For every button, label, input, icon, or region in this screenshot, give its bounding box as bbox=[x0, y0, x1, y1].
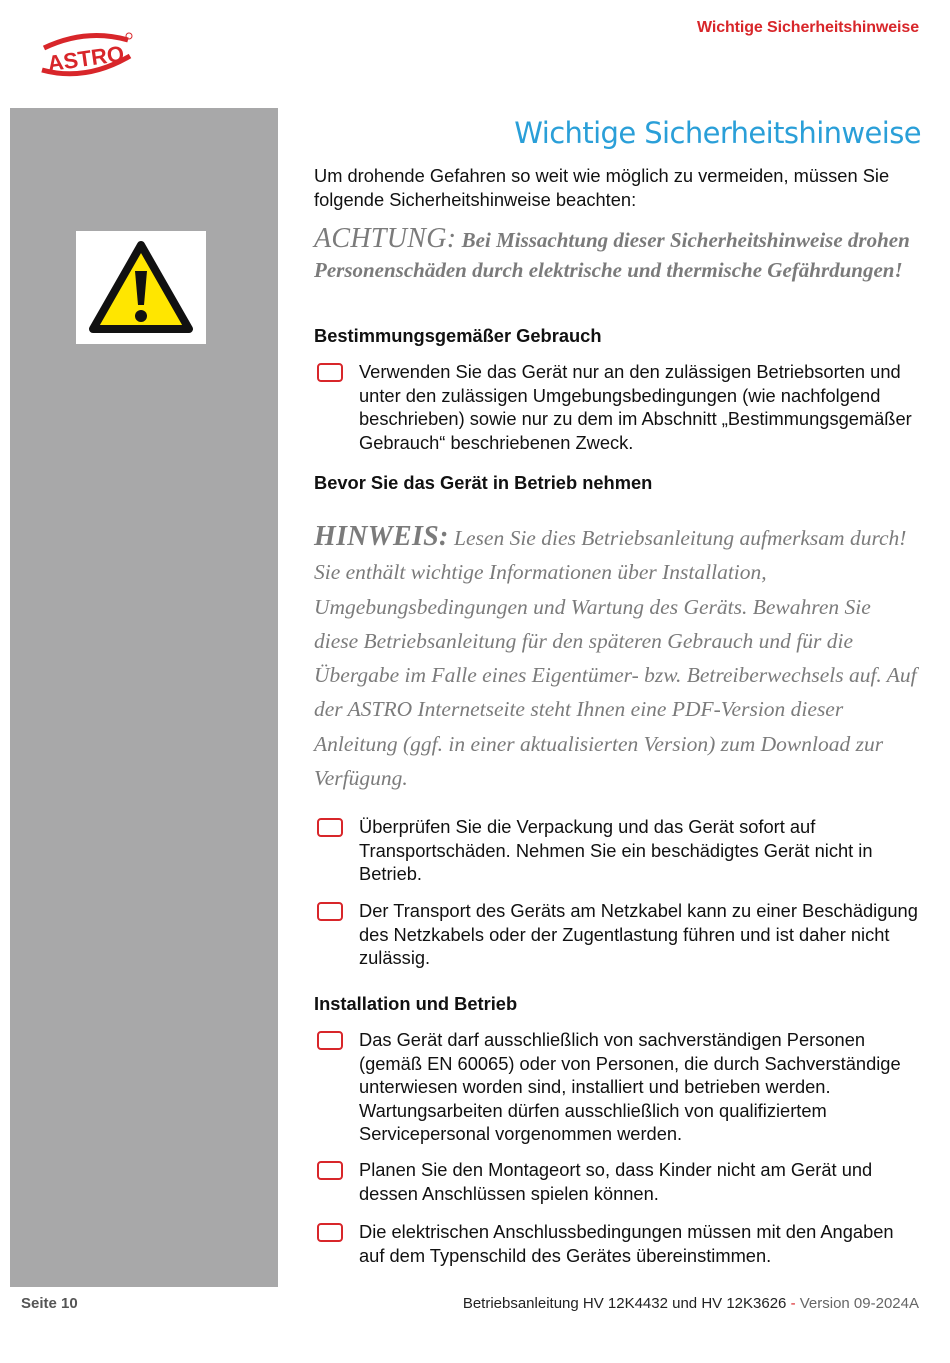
bullet-box-icon bbox=[317, 902, 343, 921]
page-title: Wichtige Sicherheitshinweise bbox=[514, 116, 921, 150]
intro-text: Um drohende Gefahren so weit wie möglich zu vermeiden, müssen Sie folgende Sicherheitshinweise beachten: bbox=[314, 165, 890, 210]
warning-triangle-icon bbox=[88, 239, 194, 335]
bullet-box-icon bbox=[317, 1161, 343, 1180]
achtung-text: Bei Missachtung dieser Sicherheitshinweise drohen Personenschäden durch elektrische und thermische Gefährdungen! bbox=[314, 228, 910, 282]
bullet-box-icon bbox=[317, 818, 343, 837]
footer-doc-title: Betriebsanleitung HV 12K4432 und HV 12K3626 bbox=[462, 1295, 787, 1312]
list-item-text: Planen Sie den Montageort so, dass Kinder nicht am Gerät und dessen Anschlüssen spielen können. bbox=[359, 1159, 873, 1204]
warning-sign bbox=[76, 231, 206, 344]
list-item bbox=[314, 1220, 920, 1267]
section-heading-bevor: Bevor Sie das Gerät in Betrieb nehmen bbox=[314, 472, 653, 493]
list-item-text: Das Gerät darf ausschließlich von sachverständigen Personen (gemäß EN 60065) oder von Personen, die durch Sachverständige unterwiesen worden sind, installiert und betrieben werden. Wartungsarbeiten dürfen ausschließlich von qualifiziertem Servicepersonal vorgenommen werden. bbox=[359, 1029, 901, 1144]
astro-logo-graphic bbox=[36, 26, 136, 82]
logo-text: ASTRO bbox=[45, 40, 126, 77]
bullet-box-icon bbox=[317, 363, 343, 382]
list-item-text: Der Transport des Geräts am Netzkabel kann zu einer Beschädigung des Netzkabels oder der Zugentlastung führen und ist daher nicht zulässig. bbox=[359, 900, 918, 968]
bullet-box-icon bbox=[317, 1031, 343, 1050]
list-item-text: Die elektrischen Anschlussbedingungen müssen mit den Angaben auf dem Typenschild des Gerätes übereinstimmen. bbox=[359, 1221, 894, 1266]
bullet-box-icon bbox=[317, 1223, 343, 1242]
hinweis-note bbox=[314, 520, 920, 795]
list-item bbox=[314, 1158, 920, 1205]
hinweis-text: Lesen Sie dies Betriebsanleitung aufmerksam durch! Sie enthält wichtige Informationen über Installation, Umgebungsbedingungen und Wartung des Geräts. Bewahren Sie diese Betriebsanleitung für den späteren Gebrauch und für die Übergabe im Falle eines Eigentümer- bzw. Betreiberwechsels auf. Auf der ASTRO Internetseite steht Ihnen eine PDF-Version dieser Anleitung (ggf. in einer aktualisierten Version) zum Download zur Verfügung. bbox=[314, 526, 917, 791]
list-item bbox=[314, 1028, 920, 1146]
footer-doc-info bbox=[463, 1295, 919, 1312]
footer-separator: - bbox=[790, 1295, 796, 1312]
header-section-title: Wichtige Sicherheitshinweise bbox=[696, 19, 919, 36]
footer-version: Version 09-2024A bbox=[799, 1295, 919, 1312]
list-item bbox=[314, 815, 920, 886]
section-heading-gebrauch: Bestimmungsgemäßer Gebrauch bbox=[314, 325, 602, 346]
list-item-text: Verwenden Sie das Gerät nur an den zulässigen Betriebsorten und unter den zulässigen Umgebungsbedingungen (wie nachfolgend beschrieben) sowie nur zu dem im Abschnitt „Bestimmungsgemäßer Gebrauch“ beschriebenen Zweck. bbox=[359, 361, 912, 453]
list-item bbox=[314, 360, 920, 454]
astro-logo bbox=[36, 26, 136, 82]
footer-page-number: Seite 10 bbox=[21, 1295, 78, 1312]
section-heading-installation: Installation und Betrieb bbox=[314, 993, 518, 1014]
hinweis-label: HINWEIS: bbox=[314, 521, 449, 552]
list-item bbox=[314, 899, 920, 970]
list-item-text: Überprüfen Sie die Verpackung und das Gerät sofort auf Transportschäden. Nehmen Sie ein beschädigtes Gerät nicht in Betrieb. bbox=[359, 816, 873, 884]
achtung-note bbox=[314, 224, 920, 285]
achtung-label: ACHTUNG: bbox=[314, 223, 457, 254]
